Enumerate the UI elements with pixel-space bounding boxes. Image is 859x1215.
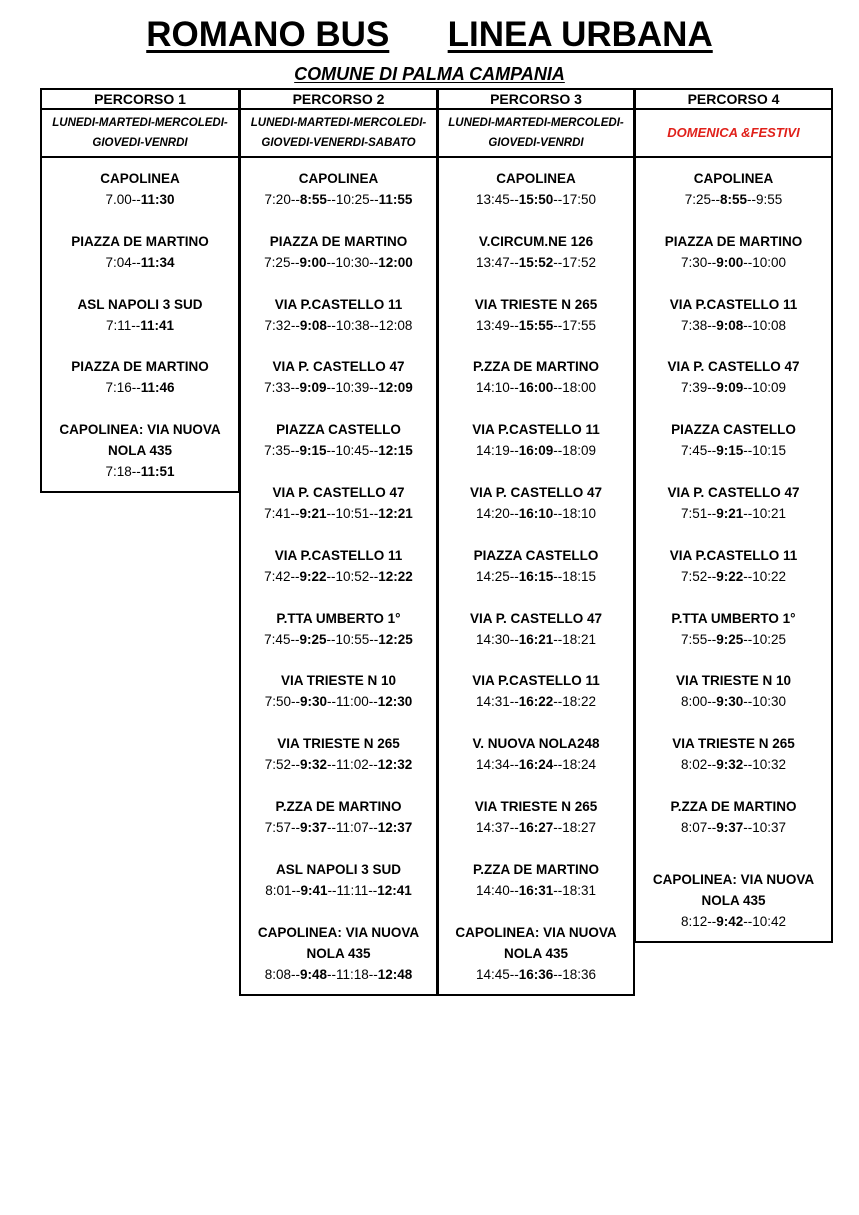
stop-name: V.CIRCUM.NE 126: [478, 233, 594, 249]
departure-time: 9:22: [716, 568, 744, 584]
departure-time: 14:40: [475, 882, 510, 898]
route-days-1: [40, 110, 240, 158]
page-subtitle: [0, 63, 859, 85]
departure-time: 9:15: [716, 443, 744, 459]
stop-entry: [636, 294, 831, 336]
stop-name: PIAZZA CASTELLO: [671, 422, 796, 438]
title-right: LINEA URBANA: [447, 15, 713, 54]
stop-name: NOLA 435: [107, 443, 173, 459]
stop-name: VIA TRIESTE N 265: [277, 736, 400, 752]
stop-times: 7:32--9:08--10:38--12:08: [264, 317, 413, 333]
stop-entry: [439, 859, 633, 901]
departure-time: 10:51: [335, 506, 370, 521]
departure-time: 7:41: [264, 506, 291, 521]
stop-times: 8:01--9:41--11:11--12:41: [265, 882, 412, 898]
departure-time: 7:42: [264, 568, 291, 584]
stop-name: PIAZZA DE MARTINO: [71, 359, 209, 375]
departure-time: 16:21: [518, 631, 554, 647]
stop-name: PIAZZA DE MARTINO: [664, 233, 803, 249]
stop-times: 14:31--16:22--18:22: [475, 694, 597, 710]
stop-times: 7:52--9:22--10:22: [680, 568, 787, 584]
departure-time: 16:00: [518, 380, 554, 396]
stop-entry: [241, 419, 436, 461]
stop-entry: [241, 608, 436, 650]
departure-time: 9:25: [716, 631, 744, 647]
departure-time: 12:22: [378, 568, 413, 584]
departure-time: 16:15: [518, 568, 554, 584]
departure-time: 8:02: [680, 757, 708, 773]
stop-name: VIA TRIESTE N 10: [280, 673, 397, 689]
stop-times: 7:45--9:15--10:15: [680, 443, 787, 459]
stop-times: 7:18--11:51: [105, 464, 175, 480]
departure-time: 10:37: [752, 820, 787, 835]
stop-times: 8:12--9:42--10:42: [680, 913, 787, 929]
departure-time: 10:45: [335, 443, 370, 459]
stop-times: 7:33--9:09--10:39--12:09: [264, 380, 413, 396]
stop-name: P.TTA UMBERTO 1°: [671, 610, 796, 626]
departure-time: 16:27: [518, 820, 554, 835]
route-days-2: [239, 110, 438, 158]
departure-time: 16:31: [518, 882, 554, 898]
departure-time: 12:30: [377, 694, 413, 710]
route-days-4: [634, 110, 833, 158]
stop-entry: [241, 733, 436, 775]
departure-time: 12:15: [378, 443, 413, 459]
departure-time: 7.00: [105, 192, 132, 207]
stop-entry: [636, 419, 831, 461]
route-days-3: [437, 110, 635, 158]
stop-name: CAPOLINEA: [100, 171, 180, 186]
departure-time: 18:36: [562, 966, 597, 982]
stop-entry: [439, 608, 633, 650]
stop-name: VIA P.CASTELLO 11: [274, 547, 403, 563]
departure-time: 13:49: [475, 317, 510, 333]
departure-time: 9:42: [716, 913, 744, 929]
stop-times: 8:08--9:48--11:18--12:48: [264, 966, 413, 982]
departure-time: 13:47: [475, 254, 510, 270]
departure-time: 10:00: [752, 254, 787, 270]
stop-times: 14:19--16:09--18:09: [475, 443, 597, 459]
departure-time: 8:07: [680, 820, 708, 835]
departure-time: 7:04: [105, 254, 132, 270]
stop-entry: [241, 545, 436, 587]
days-line: LUNEDI-MARTEDI-MERCOLEDI-: [52, 117, 228, 129]
departure-time: 18:09: [562, 443, 597, 459]
departure-time: 12:48: [377, 966, 413, 982]
stop-name: CAPOLINEA: [496, 171, 576, 186]
title-left: ROMANO BUS: [146, 15, 390, 54]
stop-times: 8:07--9:37--10:37: [680, 820, 787, 835]
departure-time: 9:48: [299, 966, 327, 982]
departure-time: 7:52: [680, 568, 708, 584]
departure-time: 7:45: [264, 631, 291, 647]
departure-time: 8:55: [299, 192, 327, 207]
departure-time: 9:09: [716, 380, 744, 396]
days-line: LUNEDI-MARTEDI-MERCOLEDI-: [250, 117, 427, 129]
stop-times: 7:50--9:30--11:00--12:30: [264, 694, 413, 710]
departure-time: 17:52: [562, 254, 597, 270]
departure-time: 16:10: [518, 506, 554, 521]
stop-times: 7:25--9:00--10:30--12:00: [264, 254, 413, 270]
stop-name: VIA P.CASTELLO 11: [472, 422, 600, 438]
stop-name: VIA TRIESTE N 265: [474, 799, 598, 814]
departure-time: 12:25: [378, 631, 413, 647]
stop-times: 7:51--9:21--10:21: [680, 506, 787, 521]
stop-entry: [241, 859, 436, 901]
departure-time: 7:33: [264, 380, 291, 396]
departure-time: 8:12: [680, 913, 708, 929]
stop-name: CAPOLINEA: VIA NUOVA: [652, 871, 815, 887]
departure-time: 10:22: [752, 568, 787, 584]
departure-time: 7:52: [264, 757, 291, 773]
stop-times: 8:00--9:30--10:30: [680, 694, 787, 710]
departure-time: 7:16: [105, 380, 132, 396]
stop-entry: [42, 231, 238, 273]
stop-entry: [439, 231, 633, 273]
page-title: [0, 14, 859, 56]
departure-time: 11:02: [336, 757, 369, 773]
departure-time: 11:41: [140, 317, 175, 333]
stop-entry: [636, 545, 831, 587]
stop-name: NOLA 435: [306, 945, 371, 961]
departure-time: 18:24: [562, 757, 597, 773]
departure-time: 14:31: [475, 694, 510, 710]
stop-name: PIAZZA DE MARTINO: [71, 233, 209, 249]
days-line: GIOVEDI-VENRDI: [488, 137, 584, 149]
stop-entry: [241, 294, 436, 336]
stop-name: CAPOLINEA: VIA NUOVA: [59, 422, 221, 438]
departure-time: 7:30: [680, 254, 708, 270]
stop-entry: [42, 294, 238, 336]
stop-times: 14:30--16:21--18:21: [475, 631, 597, 647]
stop-name: P.ZZA DE MARTINO: [472, 861, 599, 877]
departure-time: 9:21: [716, 506, 744, 521]
stop-times: 14:10--16:00--18:00: [475, 380, 597, 396]
departure-time: 16:36: [518, 966, 554, 982]
stop-entry: [241, 356, 436, 398]
departure-time: 10:15: [752, 443, 787, 459]
departure-time: 7:55: [680, 631, 708, 647]
departure-time: 10:21: [752, 506, 787, 521]
departure-time: 9:00: [716, 254, 744, 270]
stop-times: 7:45--9:25--10:55--12:25: [264, 631, 413, 647]
departure-time: 11:34: [140, 254, 175, 270]
departure-time: 9:37: [716, 820, 744, 835]
stop-name: P.ZZA DE MARTINO: [670, 799, 797, 814]
stop-entry: [42, 356, 238, 398]
stop-entry: [439, 670, 633, 712]
departure-time: 16:09: [518, 443, 554, 459]
stop-entry: [636, 231, 831, 273]
departure-time: 14:45: [475, 966, 510, 982]
stop-name: VIA P. CASTELLO 47: [272, 485, 405, 500]
departure-time: 9:21: [299, 506, 327, 521]
departure-time: 18:00: [562, 380, 597, 396]
stop-entry: [439, 545, 633, 587]
departure-time: 12:09: [378, 380, 413, 396]
stop-name: VIA P. CASTELLO 47: [667, 485, 800, 500]
stop-entry: [636, 168, 831, 210]
departure-time: 12:21: [378, 506, 413, 521]
departure-time: 18:27: [562, 820, 597, 835]
stop-name: V. NUOVA NOLA248: [472, 736, 600, 752]
departure-time: 14:20: [475, 506, 510, 521]
route-header-4: PERCORSO 4: [634, 88, 833, 110]
departure-time: 10:42: [752, 913, 787, 929]
days-line: GIOVEDI-VENERDI-SABATO: [261, 137, 416, 149]
stop-name: VIA P. CASTELLO 47: [667, 359, 800, 375]
departure-time: 9:00: [299, 254, 327, 270]
stop-entry: [241, 231, 436, 273]
departure-time: 10:09: [752, 380, 787, 396]
departure-time: 11:07: [336, 820, 369, 835]
stop-times: 7:30--9:00--10:00: [680, 254, 787, 270]
stop-entry: [241, 168, 436, 210]
stop-times: 7:39--9:09--10:09: [680, 380, 787, 396]
departure-time: 7:11: [105, 317, 132, 333]
departure-time: 7:32: [264, 317, 291, 333]
departure-time: 9:09: [299, 380, 327, 396]
departure-time: 11:11: [336, 882, 369, 898]
stop-name: P.TTA UMBERTO 1°: [276, 610, 401, 626]
route-column-1: [40, 158, 240, 493]
stop-name: VIA P.CASTELLO 11: [274, 296, 403, 312]
stop-times: 14:37--16:27--18:27: [475, 820, 597, 835]
departure-time: 7:51: [680, 506, 708, 521]
departure-time: 16:22: [518, 694, 554, 710]
stop-entry: [439, 294, 633, 336]
stop-entry: [636, 356, 831, 398]
stop-name: VIA P. CASTELLO 47: [469, 485, 603, 500]
days-line: GIOVEDI-VENRDI: [92, 137, 188, 149]
departure-time: 15:50: [518, 192, 554, 207]
departure-time: 7:39: [680, 380, 708, 396]
route-column-3: [437, 158, 635, 996]
departure-time: 9:32: [716, 757, 744, 773]
stop-entry: [636, 670, 831, 712]
stop-entry: [439, 168, 633, 210]
stop-name: CAPOLINEA: [693, 171, 774, 186]
departure-time: 18:31: [562, 882, 597, 898]
stop-name: ASL NAPOLI 3 SUD: [77, 296, 203, 312]
stop-times: 7.00--11:30: [105, 192, 175, 207]
departure-time: 9:08: [299, 317, 327, 333]
departure-time: 18:15: [562, 568, 597, 584]
stop-name: VIA P. CASTELLO 47: [272, 359, 405, 375]
stop-times: 14:34--16:24--18:24: [475, 757, 597, 773]
stop-entry: [241, 482, 436, 524]
departure-time: 11:46: [140, 380, 175, 396]
departure-time: 9:30: [716, 694, 744, 710]
departure-time: 9:22: [299, 568, 327, 584]
departure-time: 14:37: [475, 820, 510, 835]
departure-time: 15:55: [518, 317, 554, 333]
departure-time: 7:45: [680, 443, 708, 459]
departure-time: 10:25: [335, 192, 370, 207]
departure-time: 15:52: [518, 254, 554, 270]
route-header-3: PERCORSO 3: [437, 88, 635, 110]
stop-name: NOLA 435: [503, 945, 569, 961]
stop-times: 7:41--9:21--10:51--12:21: [264, 506, 413, 521]
departure-time: 14:10: [475, 380, 510, 396]
stop-name: ASL NAPOLI 3 SUD: [275, 861, 402, 877]
stop-name: VIA TRIESTE N 10: [675, 673, 792, 689]
departure-time: 11:51: [140, 464, 175, 480]
departure-time: 10:39: [335, 380, 370, 396]
departure-time: 12:00: [378, 254, 413, 270]
stop-times: 7:20--8:55--10:25--11:55: [264, 192, 413, 207]
stop-times: 8:02--9:32--10:32: [680, 757, 787, 773]
departure-time: 9:37: [299, 820, 327, 835]
stop-entry: [439, 356, 633, 398]
departure-time: 7:25: [264, 254, 291, 270]
stop-entry: [636, 869, 831, 932]
departure-time: 7:50: [264, 694, 291, 710]
route-header-2: PERCORSO 2: [239, 88, 438, 110]
stop-times: 7:38--9:08--10:08: [680, 317, 787, 333]
departure-time: 14:25: [475, 568, 510, 584]
departure-time: 8:01: [265, 882, 292, 898]
stop-times: 7:57--9:37--11:07--12:37: [264, 820, 413, 835]
route-header-1: PERCORSO 1: [40, 88, 240, 110]
departure-time: 10:25: [752, 631, 787, 647]
departure-time: 11:30: [140, 192, 175, 207]
departure-time: 10:38: [335, 317, 370, 333]
departure-time: 12:08: [378, 317, 413, 333]
stop-entry: [636, 608, 831, 650]
stop-name: CAPOLINEA: [298, 171, 379, 186]
departure-time: 8:55: [719, 192, 748, 207]
departure-time: 7:25: [684, 192, 711, 207]
stop-name: VIA P.CASTELLO 11: [472, 673, 600, 689]
departure-time: 10:52: [335, 568, 370, 584]
departure-time: 9:32: [299, 757, 327, 773]
departure-time: 10:30: [752, 694, 787, 710]
departure-time: 17:50: [562, 192, 597, 207]
stop-name: VIA P.CASTELLO 11: [669, 547, 798, 563]
route-column-4: [634, 158, 833, 943]
stop-entry: [636, 796, 831, 838]
departure-time: 14:30: [475, 631, 510, 647]
departure-time: 7:20: [264, 192, 291, 207]
departure-time: 12:32: [377, 757, 413, 773]
stop-entry: [42, 168, 238, 210]
stop-name: NOLA 435: [701, 892, 766, 908]
departure-time: 14:34: [475, 757, 510, 773]
stop-name: VIA P. CASTELLO 47: [469, 610, 603, 626]
departure-time: 10:32: [752, 757, 787, 773]
departure-time: 7:35: [264, 443, 291, 459]
stop-times: 13:45--15:50--17:50: [475, 192, 597, 207]
departure-time: 7:38: [680, 317, 708, 333]
departure-time: 18:21: [562, 631, 597, 647]
stop-entry: [636, 482, 831, 524]
departure-time: 11:18: [336, 966, 369, 982]
stop-times: 7:55--9:25--10:25: [680, 631, 787, 647]
stop-entry: [42, 419, 238, 482]
days-line: LUNEDI-MARTEDI-MERCOLEDI-: [448, 117, 624, 129]
stop-name: P.ZZA DE MARTINO: [275, 799, 402, 814]
departure-time: 11:00: [336, 694, 369, 710]
stop-name: P.ZZA DE MARTINO: [472, 359, 599, 375]
stop-times: 13:49--15:55--17:55: [475, 317, 597, 333]
departure-time: 12:41: [377, 882, 412, 898]
departure-time: 9:08: [716, 317, 744, 333]
departure-time: 8:08: [264, 966, 291, 982]
departure-time: 9:41: [300, 882, 328, 898]
stop-entry: [636, 733, 831, 775]
days-line: DOMENICA &FESTIVI: [667, 125, 800, 140]
departure-time: 9:30: [299, 694, 327, 710]
departure-time: 11:55: [378, 192, 413, 207]
departure-time: 9:15: [299, 443, 327, 459]
departure-time: 13:45: [475, 192, 510, 207]
departure-time: 18:22: [562, 694, 597, 710]
stop-name: CAPOLINEA: VIA NUOVA: [257, 924, 420, 940]
stop-name: PIAZZA DE MARTINO: [269, 233, 408, 249]
stop-entry: [241, 670, 436, 712]
departure-time: 18:10: [562, 506, 597, 521]
stop-entry: [241, 922, 436, 985]
departure-time: 9:55: [756, 192, 783, 207]
departure-time: 10:30: [335, 254, 370, 270]
stop-name: VIA P.CASTELLO 11: [669, 296, 798, 312]
stop-times: 7:11--11:41: [105, 317, 175, 333]
stop-times: 13:47--15:52--17:52: [475, 254, 597, 270]
stop-times: 7:16--11:46: [105, 380, 175, 396]
departure-time: 10:55: [335, 631, 370, 647]
stop-entry: [439, 796, 633, 838]
departure-time: 7:57: [264, 820, 291, 835]
departure-time: 9:25: [299, 631, 327, 647]
stop-times: 7:04--11:34: [105, 254, 175, 270]
departure-time: 8:00: [680, 694, 708, 710]
route-column-2: [239, 158, 438, 996]
departure-time: 12:37: [377, 820, 413, 835]
stop-times: 14:40--16:31--18:31: [475, 882, 597, 898]
stop-times: 7:35--9:15--10:45--12:15: [264, 443, 413, 459]
stop-entry: [439, 419, 633, 461]
stop-name: PIAZZA CASTELLO: [473, 547, 599, 563]
stop-name: VIA TRIESTE N 265: [672, 736, 795, 752]
stop-times: 7:25--8:55--9:55: [684, 192, 783, 207]
departure-time: 16:24: [518, 757, 554, 773]
stop-times: 7:42--9:22--10:52--12:22: [264, 568, 413, 584]
stop-name: PIAZZA CASTELLO: [276, 422, 401, 438]
stop-entry: [439, 922, 633, 985]
stop-times: 14:20--16:10--18:10: [475, 506, 597, 521]
stop-times: 7:52--9:32--11:02--12:32: [264, 757, 413, 773]
stop-entry: [439, 733, 633, 775]
stop-name: CAPOLINEA: VIA NUOVA: [455, 924, 617, 940]
stop-entry: [439, 482, 633, 524]
departure-time: 7:18: [105, 464, 132, 480]
subtitle-text: COMUNE DI PALMA CAMPANIA: [294, 64, 565, 84]
departure-time: 17:55: [562, 317, 597, 333]
stop-times: 14:45--16:36--18:36: [475, 966, 597, 982]
stop-entry: [241, 796, 436, 838]
stop-name: VIA TRIESTE N 265: [474, 296, 598, 312]
departure-time: 10:08: [752, 317, 787, 333]
departure-time: 14:19: [475, 443, 510, 459]
stop-times: 14:25--16:15--18:15: [475, 568, 597, 584]
